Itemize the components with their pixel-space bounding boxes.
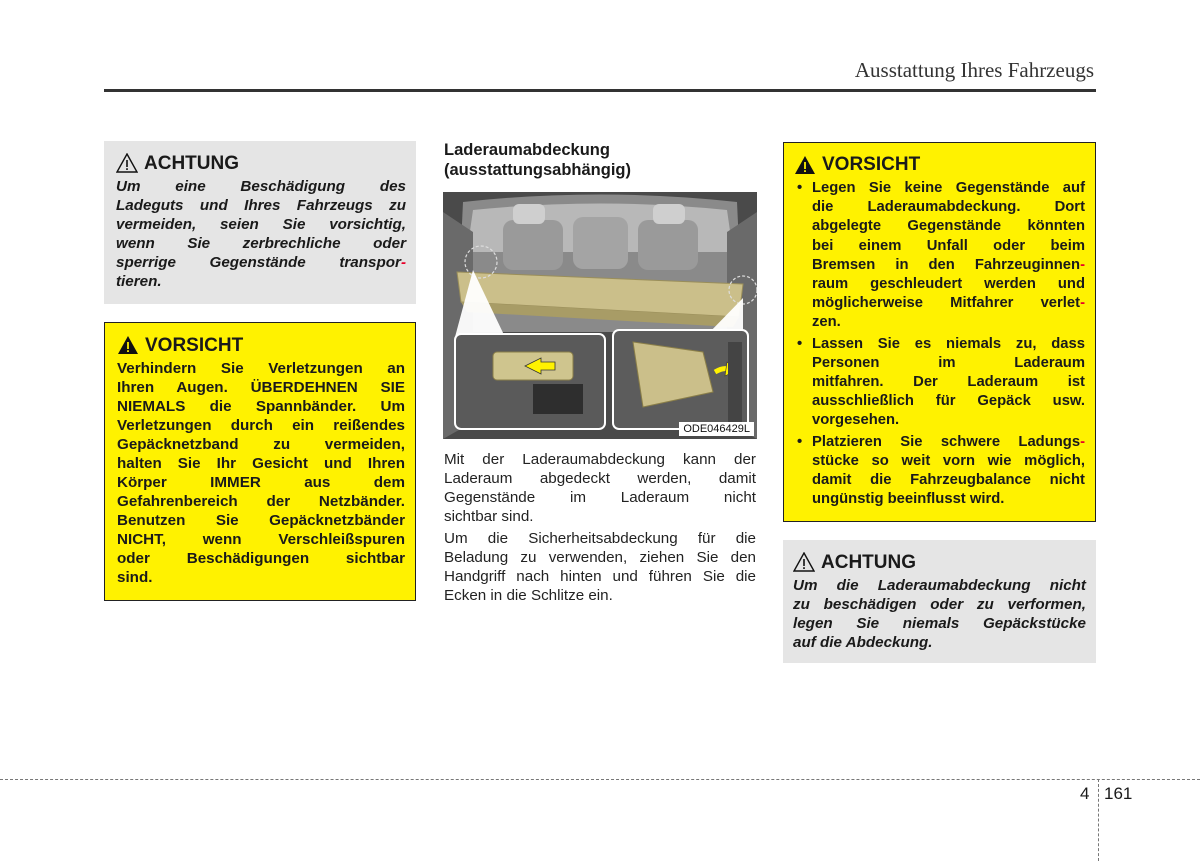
list-item [794, 433, 1085, 510]
text-line: legen Sie niemals Gepäckstücke [793, 615, 1086, 632]
achtung-header [793, 552, 1086, 572]
achtung-header [116, 153, 406, 173]
text-line: damit die Fahrzeugbalance nicht [812, 472, 1085, 489]
text-line: Benutzen Sie Gepäcknetzbänder [117, 512, 405, 529]
achtung-title: ACHTUNG [821, 551, 916, 573]
text-line: tieren. [116, 273, 162, 290]
text-line: Ladeguts und Ihres Fahrzeugs zu [116, 197, 406, 214]
achtung-text [793, 576, 1086, 652]
text-line: vermeiden, seien Sie vorsichtig, [116, 216, 406, 233]
vorsicht-header [117, 335, 405, 355]
text-line: Handgriff nach hinten und führen Sie die [444, 568, 756, 585]
text-line: Gepäcknetzband zu vermeiden, [117, 436, 405, 453]
text-line: Ihren Augen. ÜBERDEHNEN SIE [117, 379, 405, 396]
vorsicht-box-right [783, 142, 1096, 522]
text-line: Beladung zu verwenden, ziehen Sie den [444, 549, 756, 566]
warning-triangle-icon [793, 552, 815, 572]
text-line: NICHT, wenn Verschleißspuren [117, 531, 405, 548]
achtung-text [116, 177, 406, 291]
text-line: mitfahren. Der Laderaum ist [812, 374, 1085, 391]
achtung-box-right [783, 540, 1096, 663]
text-line: NIEMALS die Spannbänder. Um [117, 398, 405, 415]
hyphen-mark: - [1080, 433, 1085, 450]
text-line: stücke so weit vorn wie möglich, [812, 452, 1085, 469]
text-line: die Laderaumabdeckung. Dort [812, 199, 1085, 216]
text-line: Um eine Beschädigung des [116, 178, 406, 195]
list-item [794, 179, 1085, 333]
vorsicht-header [794, 155, 1085, 175]
page-number: 161 [1104, 784, 1133, 803]
list-item [794, 335, 1085, 431]
text-line: • Legen Sie keine Gegenstände auf [812, 180, 1085, 196]
text-line: Verhindern Sie Verletzungen an [117, 360, 405, 377]
text-line: abgelegte Gegenstände könnten [812, 218, 1085, 235]
text-line: Gegenstände im Laderaum nicht [444, 489, 756, 506]
warning-triangle-icon [116, 153, 138, 173]
footer-dashed-rule [0, 779, 1200, 780]
text-line: oder Beschädigungen sichtbar [117, 550, 405, 567]
text-line: • Lassen Sie es niemals zu, dass [812, 335, 1085, 352]
vorsicht-bullet-list [794, 179, 1085, 509]
text-line: Körper IMMER aus dem [117, 474, 405, 491]
text-line: zen. [812, 314, 841, 331]
text-line: Laderaum abgedeckt werden, damit [444, 470, 756, 487]
text-line: Um die Sicherheitsabdeckung für die [444, 530, 756, 547]
text-line: • Platzieren Sie schwere Ladungs- [812, 433, 1085, 450]
text-line: ungünstig beeinflusst wird. [812, 491, 1005, 508]
paragraph [444, 450, 756, 526]
vorsicht-title: VORSICHT [145, 334, 244, 356]
vorsicht-box-left [104, 322, 416, 601]
text-line: bei einem Unfall oder beim [812, 237, 1085, 254]
hyphen-mark: - [1080, 295, 1085, 312]
page-header-title: Ausstattung Ihres Fahrzeugs [854, 58, 1094, 82]
text-line: Um die Laderaumabdeckung nicht [793, 577, 1086, 594]
section-title-line: Laderaumabdeckung [444, 141, 610, 159]
hyphen-mark: - [400, 254, 406, 271]
text-line: sichtbar sind. [444, 508, 534, 525]
text-line: sind. [117, 569, 153, 586]
text-line: auf die Abdeckung. [793, 634, 933, 651]
text-line: wenn Sie zerbrechliche oder [116, 235, 406, 252]
chapter-number: 4 [1080, 784, 1090, 803]
achtung-box-left [104, 141, 416, 304]
text-line: ausschließlich für Gepäck usw. [812, 393, 1085, 410]
vorsicht-text [117, 359, 405, 587]
text-line: sperrige Gegenstände transpor- [116, 254, 406, 271]
text-line: möglicherweise Mitfahrer verlet- [812, 295, 1085, 312]
text-line: Bremsen in den Fahrzeuginnen- [812, 256, 1085, 273]
figure-label: ODE046429L [679, 422, 754, 436]
footer-dashed-divider [1098, 779, 1099, 861]
section-title [444, 140, 631, 180]
text-line: Mit der Laderaumabdeckung kann der [444, 451, 756, 468]
hyphen-mark: - [1080, 256, 1085, 273]
vorsicht-title: VORSICHT [822, 154, 921, 176]
warning-triangle-icon [117, 335, 139, 355]
section-title-line: (ausstattungsabhängig) [444, 161, 632, 179]
cargo-cover-description [444, 450, 756, 608]
text-line: raum geschleudert werden und [812, 276, 1085, 293]
text-line: zu beschädigen oder zu verformen, [793, 596, 1086, 613]
warning-triangle-icon [794, 155, 816, 175]
cargo-cover-illustration [443, 192, 757, 439]
text-line: halten Sie Ihr Gesicht und Ihren [117, 455, 405, 472]
header-rule [104, 89, 1096, 92]
text-line: Verletzungen durch ein reißendes [117, 417, 405, 434]
achtung-title: ACHTUNG [144, 152, 239, 174]
text-line: vorgesehen. [812, 412, 900, 429]
cargo-area-drawing [443, 192, 757, 439]
paragraph [444, 529, 756, 605]
text-line: Gefahrenbereich der Netzbänder. [117, 493, 405, 510]
text-line: Personen im Laderaum [812, 354, 1085, 371]
text-line: Ecken in die Schlitze ein. [444, 587, 613, 604]
